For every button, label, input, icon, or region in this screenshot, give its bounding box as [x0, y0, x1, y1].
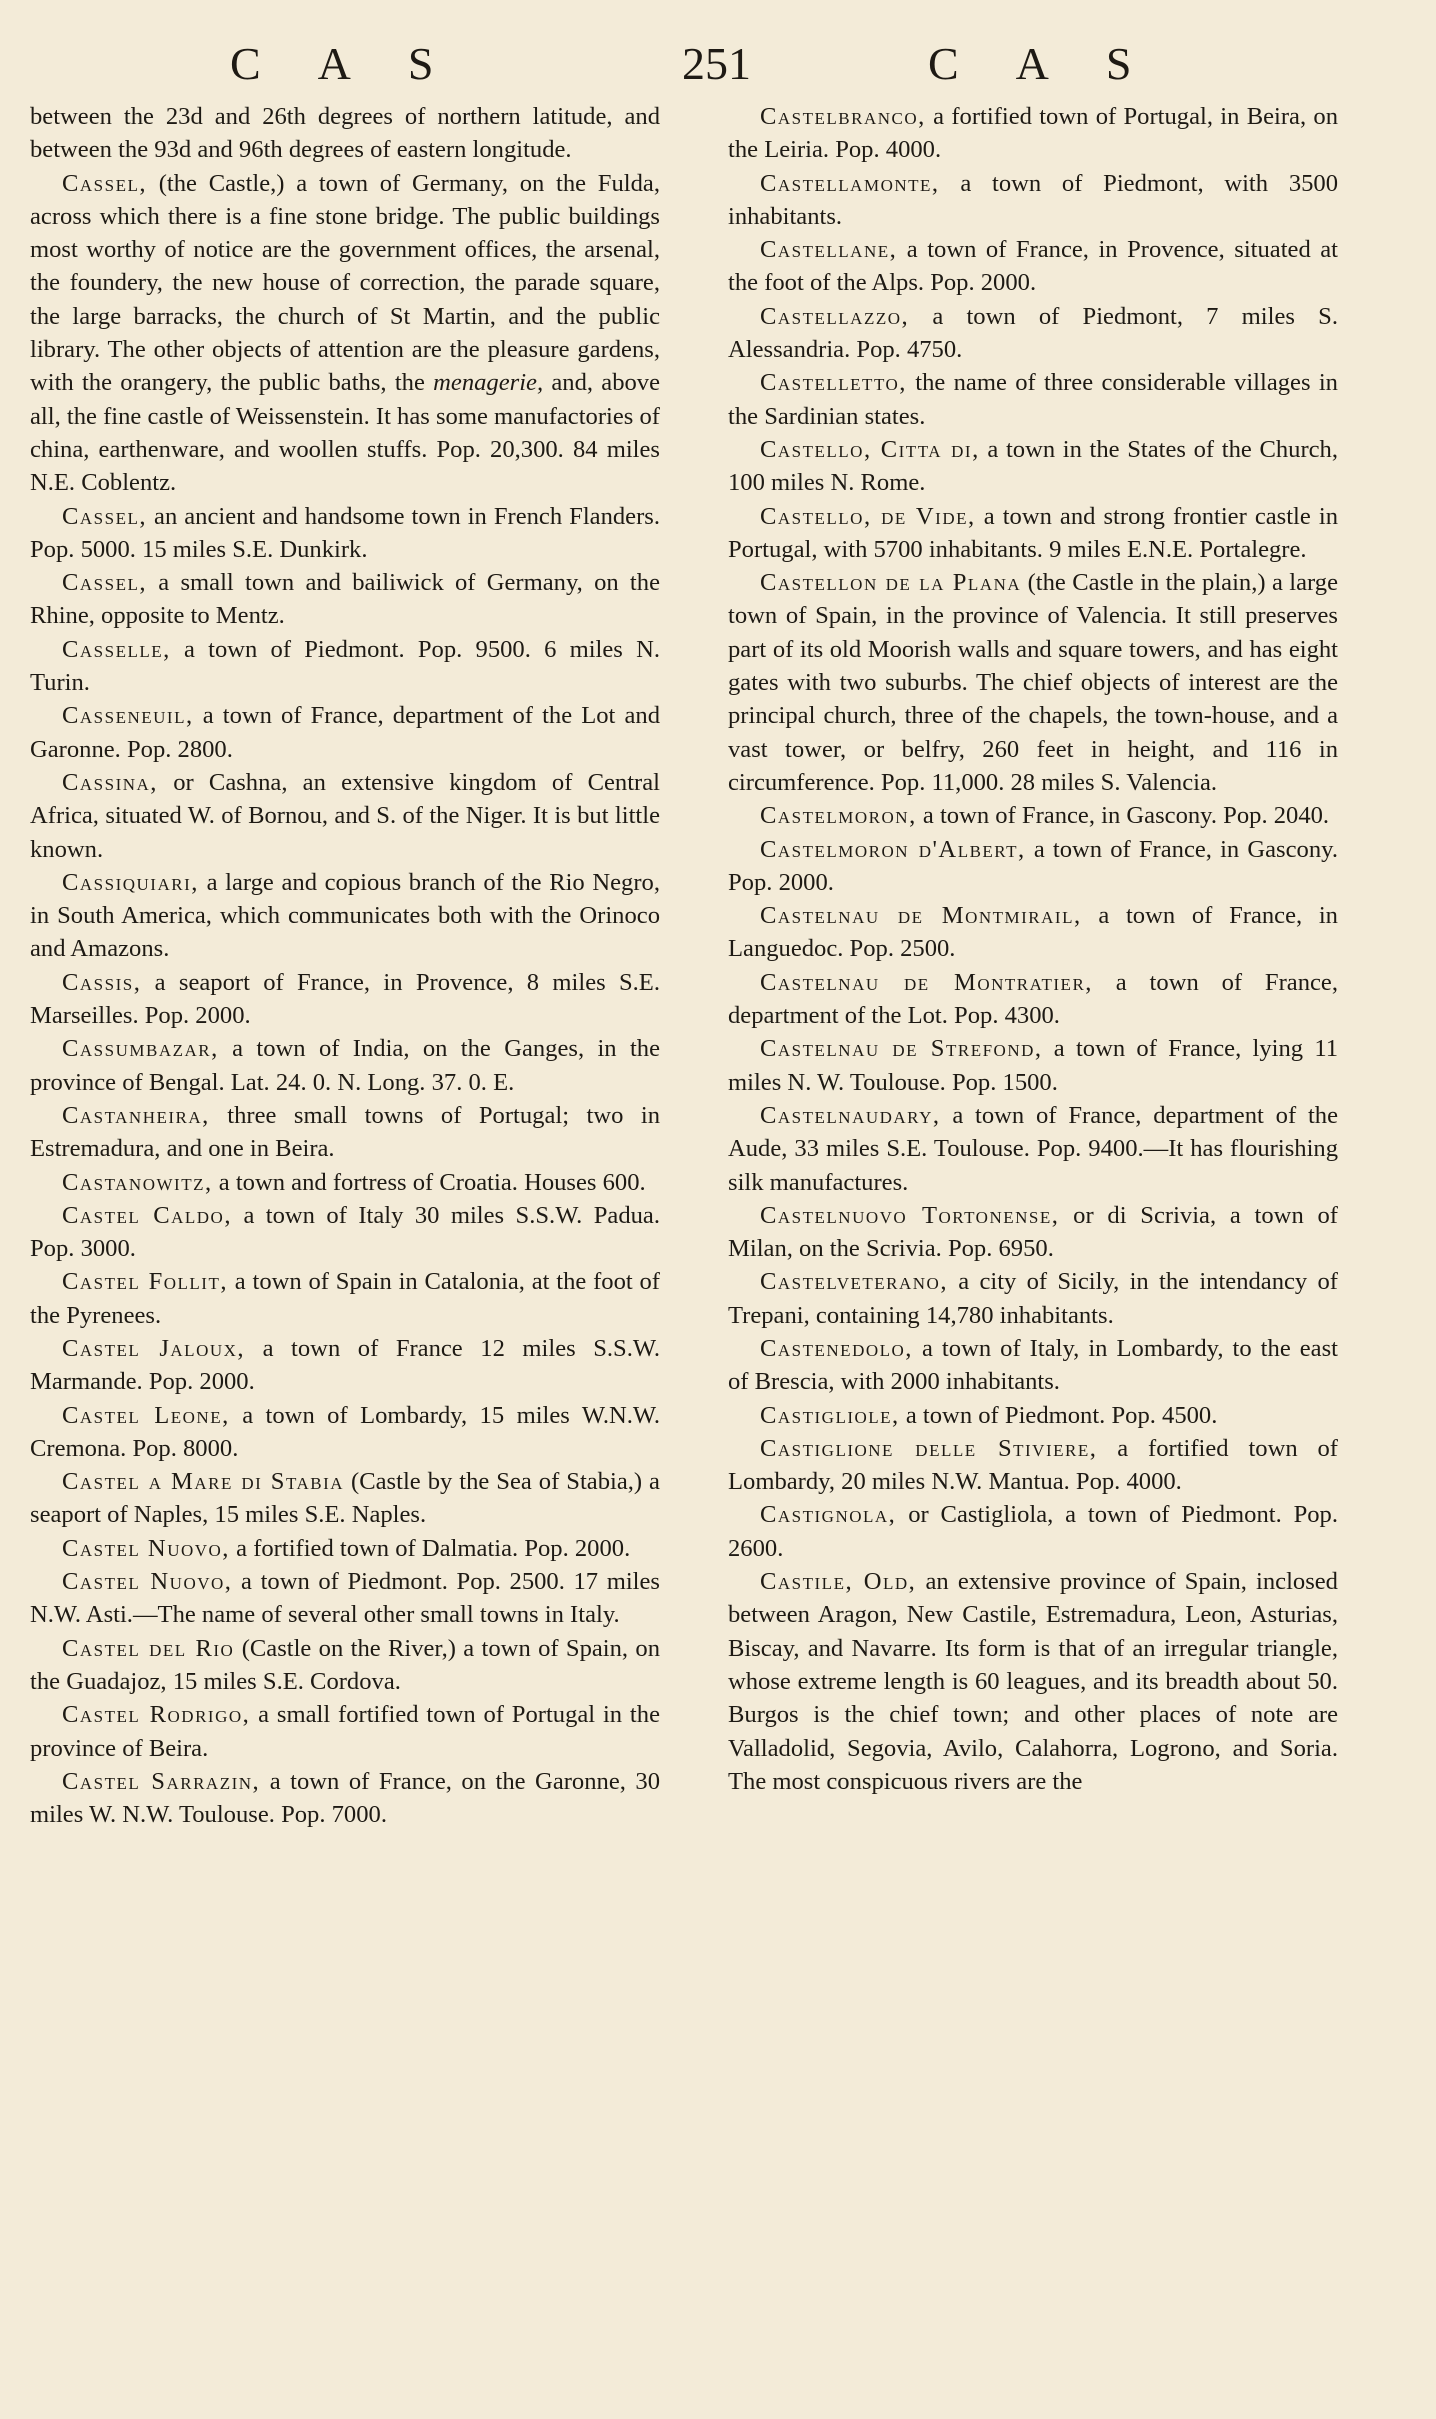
dictionary-entry [30, 1265, 660, 1332]
dictionary-entry [30, 699, 660, 766]
entry-text: or Castigliola, a town of Piedmont. Pop. 2600. [728, 1501, 1339, 1562]
right-column [728, 100, 1338, 1798]
entry-text: a town of France, on the Garonne, 30 miles W. N.W. Toulouse. Pop. 7000. [30, 1767, 660, 1829]
dictionary-entry [728, 433, 1338, 500]
entry-headword: Castenedolo, [760, 1334, 913, 1362]
entry-headword: Castelveterano, [760, 1268, 948, 1296]
header-right: C A S [928, 38, 1156, 89]
entry-headword: Castanheira, [62, 1101, 210, 1129]
entry-headword: Castelnuovo Tortonense, [760, 1201, 1060, 1229]
entry-headword: Castelbranco, [760, 103, 926, 130]
entry-text: a town of France, department of the Aude, 33 miles S.E. Toulouse. Pop. 9400.—It has flourishing silk manufactures. [728, 1101, 1338, 1196]
dictionary-entry [728, 833, 1338, 900]
dictionary-entry [30, 1532, 660, 1565]
entry-headword: Cassel, [62, 569, 148, 597]
dictionary-entry [30, 1698, 660, 1765]
entry-text: a town of France, department of the Lot. Pop. 4300. [728, 968, 1338, 1030]
dictionary-entry [728, 500, 1338, 567]
dictionary-entry [30, 866, 660, 966]
entry-text: a town of India, on the Ganges, in the province of Bengal. Lat. 24. 0. N. Long. 37. 0. E. [30, 1035, 660, 1096]
entry-text: (Castle by the Sea of Stabia,) a seaport of Naples, 15 miles S.E. Naples. [30, 1468, 660, 1529]
entry-headword: Cassumbazar, [62, 1035, 219, 1063]
entry-text: a town and fortress of Croatia. Houses 600. [218, 1168, 646, 1196]
entry-text: a town and strong frontier castle in Portugal, with 5700 inhabitants. 9 miles E.N.E. Portalegre. [728, 502, 1338, 563]
entry-headword: Castelnau de Montratier, [760, 968, 1093, 996]
entry-text-tail: and, above all, the fine castle of Weissenstein. It has some manufactories of china, earthenware, and woollen stuffs. Pop. 20,300. 84 miles N.E. Coblentz. [30, 369, 660, 497]
entry-headword: Castel Caldo, [62, 1201, 232, 1229]
dictionary-entry [30, 100, 660, 167]
entry-headword: Castelnau de Montmirail, [760, 902, 1082, 930]
entry-text: a town of Piedmont. Pop. 2500. 17 miles N.W. Asti.—The name of several other small towns in Italy. [30, 1568, 660, 1629]
entry-text: or di Scrivia, a town of Milan, on the Scrivia. Pop. 6950. [728, 1201, 1338, 1263]
entry-text: the name of three considerable villages in the Sardinian states. [728, 369, 1338, 430]
entry-headword: Castello, Citta di, [760, 435, 980, 463]
dictionary-entry [30, 1765, 660, 1832]
entry-text: a town of France, lying 11 miles N. W. Toulouse. Pop. 1500. [728, 1035, 1338, 1096]
dictionary-entry [728, 966, 1338, 1033]
entry-headword: Castelletto, [760, 369, 907, 397]
entry-headword: Castanowitz, [62, 1168, 213, 1196]
entry-text: a town of France, in Gascony. Pop. 2040. [922, 802, 1330, 830]
dictionary-entry [728, 100, 1338, 167]
entry-headword: Castel Follit, [62, 1268, 228, 1296]
dictionary-entry [728, 1498, 1338, 1565]
entry-text: a town of Italy, in Lombardy, to the east of Brescia, with 2000 inhabitants. [728, 1334, 1339, 1396]
dictionary-entry [30, 1632, 660, 1699]
entry-text: (the Castle,) a town of Germany, on the Fulda, across which there is a fine stone bridge. The public buildings most worthy of notice are the government offices, the arsenal, the foundery, the new house of correction, the parade square, the large barracks, the church of St Martin, and the public library. The other objects of attention are the pleasure gardens, with the orangery, the public baths, the [30, 169, 660, 397]
entry-headword: Cassiquiari, [62, 868, 199, 896]
dictionary-entry [728, 366, 1338, 433]
entry-headword: Castellane, [760, 236, 898, 264]
entry-text: a fortified town of Lombardy, 20 miles N.W. Mantua. Pop. 4000. [728, 1434, 1338, 1496]
entry-text: a town in the States of the Church, 100 miles N. Rome. [728, 435, 1339, 497]
header-left: C A S [230, 38, 458, 89]
dictionary-entry [728, 1199, 1338, 1266]
dictionary-entry [728, 1399, 1338, 1432]
entry-headword: Castiglione delle Stiviere, [760, 1434, 1098, 1462]
entry-headword: Castigliole, [760, 1401, 900, 1429]
dictionary-entry [728, 1432, 1338, 1499]
entry-italic: menagerie, [433, 369, 544, 397]
dictionary-entry [728, 1265, 1338, 1332]
entry-headword: Cassis, [62, 968, 142, 996]
dictionary-entry [728, 233, 1338, 300]
entry-headword: Casselle, [62, 635, 171, 663]
dictionary-entry [728, 1099, 1338, 1199]
dictionary-entry [728, 1032, 1338, 1099]
entry-text: an extensive province of Spain, inclosed between Aragon, New Castile, Estremadura, Leon, Asturias, Biscay, and Navarre. Its form is that of an irregular triangle, whose extreme length is 60 leagues, and its breadth about 50. Burgos is the chief town; and other places of note are Valladolid, Segovia, Avilo, Calahorra, Logrono, and Soria. The most conspicuous rivers are the [728, 1568, 1338, 1795]
entry-text: a town of France, department of the Lot and Garonne. Pop. 2800. [30, 702, 660, 763]
entry-text: a town of France 12 miles S.S.W. Marmande. Pop. 2000. [30, 1334, 660, 1396]
dictionary-entry [30, 633, 660, 700]
dictionary-entry [30, 1099, 660, 1166]
entry-headword: Castile, Old, [760, 1568, 917, 1596]
entry-headword: Castel Rodrigo, [62, 1701, 251, 1729]
entry-headword: Casseneuil, [62, 702, 194, 730]
page-number: 251 [682, 38, 751, 89]
entry-text: a town of Piedmont. Pop. 9500. 6 miles N. Turin. [30, 635, 660, 697]
dictionary-entry [30, 1032, 660, 1099]
dictionary-entry [30, 1199, 660, 1266]
entry-headword: Castelmoron d'Albert, [760, 835, 1026, 863]
entry-text: a city of Sicily, in the intendancy of Trepani, containing 14,780 inhabitants. [728, 1268, 1338, 1329]
entry-text: a town of Piedmont, 7 miles S. Alessandria. Pop. 4750. [728, 302, 1338, 364]
entry-text: a town of France, in Provence, situated at the foot of the Alps. Pop. 2000. [728, 236, 1339, 297]
entry-text: a small fortified town of Portugal in the province of Beira. [30, 1701, 660, 1762]
dictionary-entry [30, 1465, 660, 1532]
dictionary-entry [30, 167, 660, 500]
dictionary-entry [728, 300, 1338, 367]
dictionary-entry [728, 167, 1338, 234]
dictionary-entry [30, 1166, 660, 1199]
entry-headword: Castel a Mare di Stabia [62, 1468, 345, 1496]
entry-text: a town of France, in Languedoc. Pop. 2500. [728, 902, 1338, 963]
entry-text: a fortified town of Dalmatia. Pop. 2000. [236, 1534, 631, 1562]
entry-headword: Castello, de Vide, [760, 502, 976, 530]
entry-headword: Castel Nuovo, [62, 1534, 230, 1562]
dictionary-entry [728, 1565, 1338, 1798]
entry-headword: Castel Nuovo, [62, 1568, 233, 1596]
dictionary-entry [30, 966, 660, 1033]
dictionary-entry [728, 1332, 1338, 1399]
entry-text: a town of Spain in Catalonia, at the foot of the Pyrenees. [30, 1268, 660, 1329]
entry-text: an ancient and handsome town in French Flanders. Pop. 5000. 15 miles S.E. Dunkirk. [30, 502, 660, 563]
entry-headword: Castelnaudary, [760, 1101, 941, 1129]
entry-text: a town of France, in Gascony. Pop. 2000. [728, 835, 1338, 896]
dictionary-entry [728, 899, 1338, 966]
left-column [30, 100, 660, 1831]
entry-headword: Castellon de la Plana [760, 569, 1022, 597]
dictionary-entry [728, 799, 1338, 832]
dictionary-entry [728, 566, 1338, 799]
entry-headword: Cassina, [62, 768, 158, 796]
entry-text: a fortified town of Portugal, in Beira, on the Leiria. Pop. 4000. [728, 103, 1339, 164]
entry-headword: Castel Jaloux, [62, 1334, 246, 1362]
entry-text: (the Castle in the plain,) a large town of Spain, in the province of Valencia. It still preserves part of its old Moorish walls and square towers, and has eight gates with two suburbs. The chief objects of interest are the principal church, three of the chapels, the town-house, and a vast tower, or belfry, 260 feet in height, and 116 in circumference. Pop. 11,000. 28 miles S. Valencia. [728, 569, 1338, 796]
entry-headword: Castel Sarrazin, [62, 1767, 261, 1795]
entry-text: (Castle on the River,) a town of Spain, on the Guadajoz, 15 miles S.E. Cordova. [30, 1634, 660, 1695]
entry-text: three small towns of Portugal; two in Estremadura, and one in Beira. [30, 1101, 661, 1163]
entry-text: a town of Lombardy, 15 miles W.N.W. Cremona. Pop. 8000. [30, 1401, 660, 1462]
entry-headword: Castelmoron, [760, 802, 917, 830]
entry-text: or Cashna, an extensive kingdom of Central Africa, situated W. of Bornou, and S. of the Niger. It is but little known. [30, 768, 660, 863]
entry-headword: Castignola, [760, 1501, 897, 1529]
entry-text: a town of Italy 30 miles S.S.W. Padua. Pop. 3000. [30, 1201, 660, 1263]
entry-text: a town of Piedmont. Pop. 4500. [905, 1401, 1218, 1429]
dictionary-entry [30, 1332, 660, 1399]
dictionary-entry [30, 766, 660, 866]
dictionary-entry [30, 566, 660, 633]
entry-headword: Castellamonte, [760, 169, 940, 197]
entry-text: a town of Piedmont, with 3500 inhabitants. [728, 169, 1339, 230]
running-head [30, 36, 1406, 92]
dictionary-entry [30, 1399, 660, 1466]
entry-headword: Castel Leone, [62, 1401, 230, 1429]
entry-headword: Castelnau de Strefond, [760, 1035, 1043, 1063]
entry-text: between the 23d and 26th degrees of northern latitude, and between the 93d and 96th degrees of eastern longitude. [30, 103, 660, 164]
entry-headword: Cassel, [62, 502, 148, 530]
entry-headword: Castel del Rio [62, 1634, 235, 1662]
dictionary-entry [30, 1565, 660, 1632]
dictionary-entry [30, 500, 660, 567]
entry-headword: Cassel, [62, 169, 148, 197]
entry-text: a large and copious branch of the Rio Negro, in South America, which communicates both with the Orinoco and Amazons. [30, 868, 660, 963]
entry-headword: Castellazzo, [760, 302, 910, 330]
entry-text: a seaport of France, in Provence, 8 miles S.E. Marseilles. Pop. 2000. [30, 968, 660, 1030]
entry-text: a small town and bailiwick of Germany, on the Rhine, opposite to Mentz. [30, 569, 660, 630]
